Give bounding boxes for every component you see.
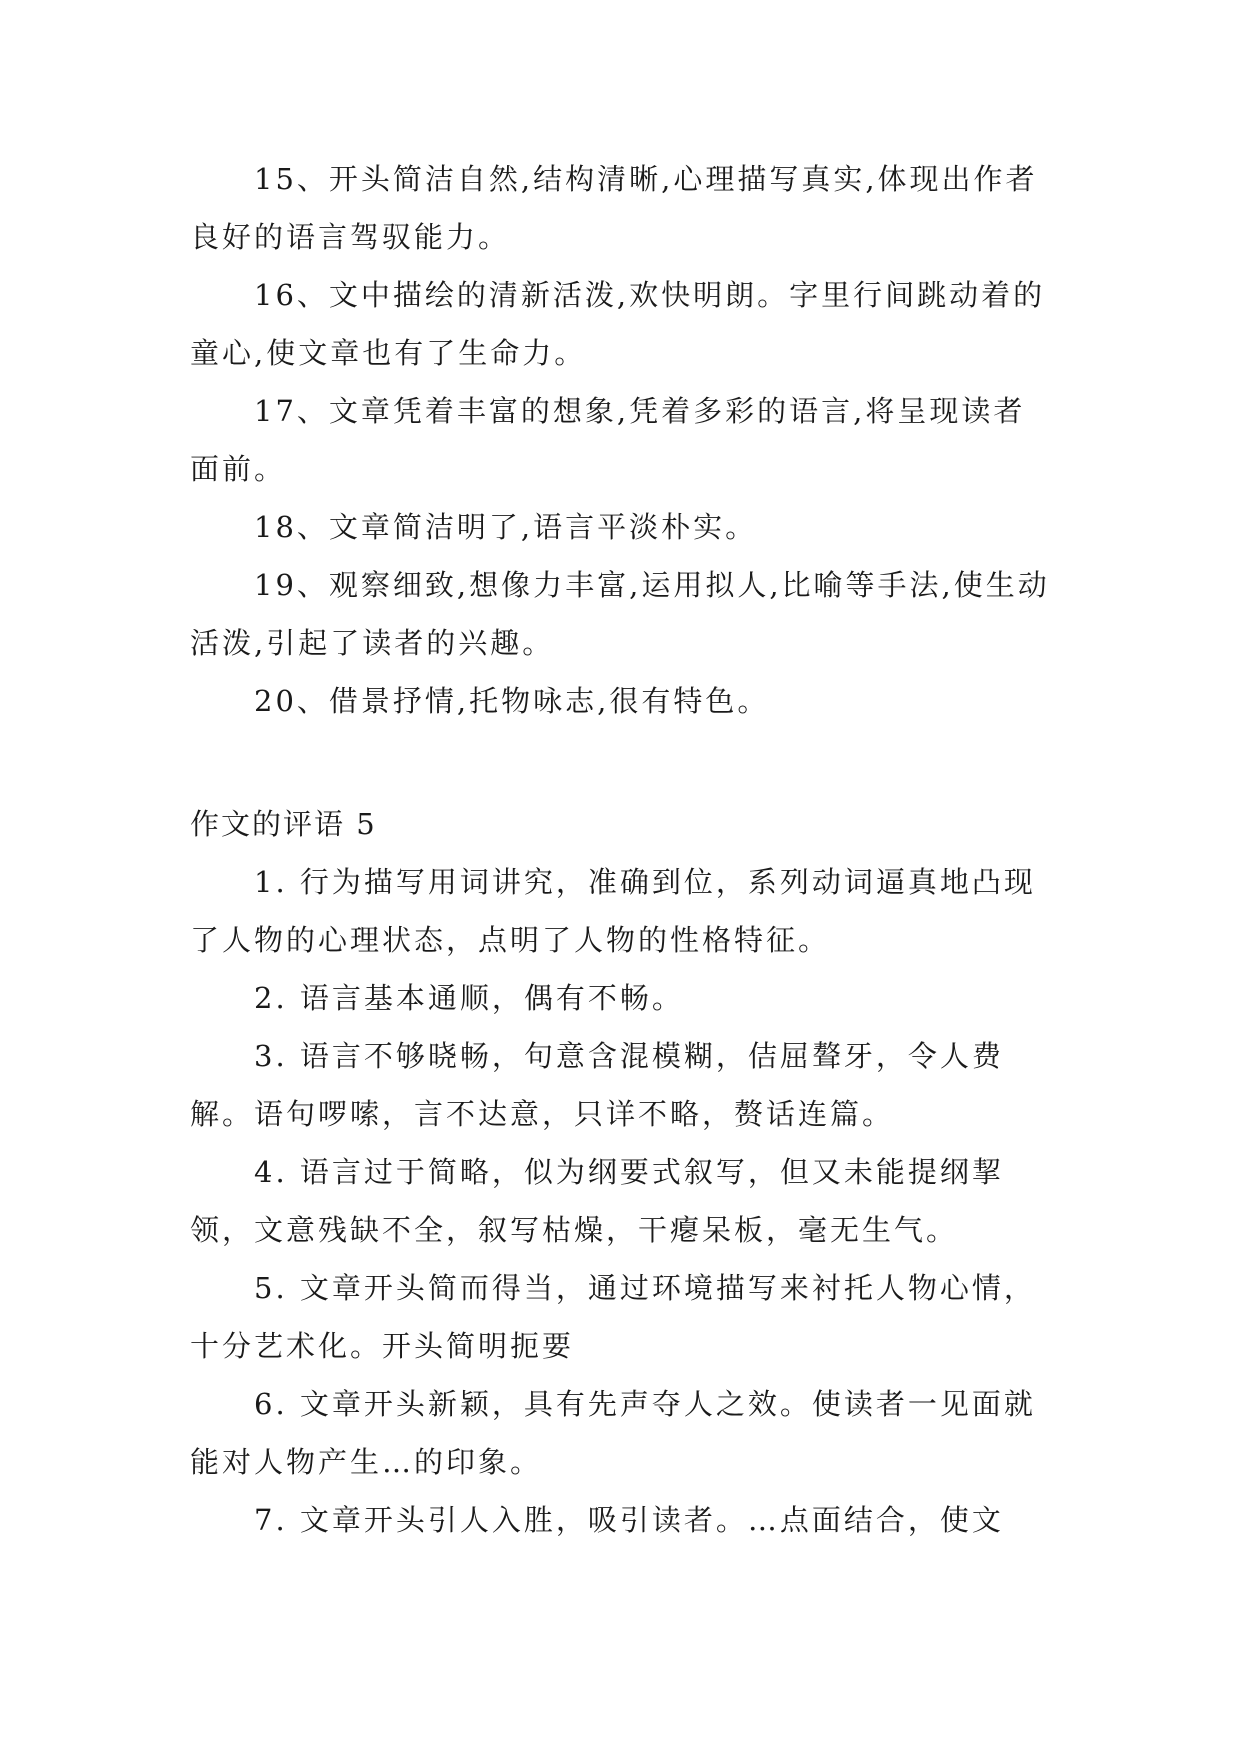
comment-b3: 3. 语言不够晓畅，句意含混模糊，佶屈聱牙，令人费解。语句啰嗦，言不达意，只详不略，赘话连篇。 bbox=[190, 1039, 1004, 1131]
comment-15: 15、开头简洁自然,结构清晰,心理描写真实,体现出作者良好的语言驾驭能力。 bbox=[190, 162, 1038, 254]
comment-b7: 7. 文章开头引人入胜，吸引读者。…点面结合，使文 bbox=[254, 1503, 1004, 1537]
comment-b6: 6. 文章开头新颖，具有先声夺人之效。使读者一见面就能对人物产生…的印象。 bbox=[190, 1387, 1036, 1479]
comment-b4: 4. 语言过于简略，似为纲要式叙写，但又未能提纲挈领，文意残缺不全，叙写枯燥，干瘪呆板，毫无生气。 bbox=[190, 1155, 1004, 1247]
comment-b2: 2. 语言基本通顺，偶有不畅。 bbox=[254, 981, 684, 1015]
comment-17: 17、文章凭着丰富的想象,凭着多彩的语言,将呈现读者面前。 bbox=[190, 394, 1026, 486]
comment-20: 20、借景抒情,托物咏志,很有特色。 bbox=[254, 684, 770, 718]
comment-16: 16、文中描绘的清新活泼,欢快明朗。字里行间跳动着的童心,使文章也有了生命力。 bbox=[190, 278, 1046, 370]
comments-list-lower bbox=[190, 853, 1050, 1549]
comment-19: 19、观察细致,想像力丰富,运用拟人,比喻等手法,使生动活泼,引起了读者的兴趣。 bbox=[190, 568, 1050, 660]
comment-18: 18、文章简洁明了,语言平淡朴实。 bbox=[254, 510, 758, 544]
comment-b1: 1. 行为描写用词讲究，准确到位，系列动词逼真地凸现了人物的心理状态，点明了人物的性格特征。 bbox=[190, 865, 1036, 957]
comments-list-upper bbox=[190, 150, 1050, 730]
comment-b5: 5. 文章开头简而得当，通过环境描写来衬托人物心情，十分艺术化。开头简明扼要 bbox=[190, 1271, 1036, 1363]
section-heading: 作文的评语 5 bbox=[190, 807, 377, 841]
